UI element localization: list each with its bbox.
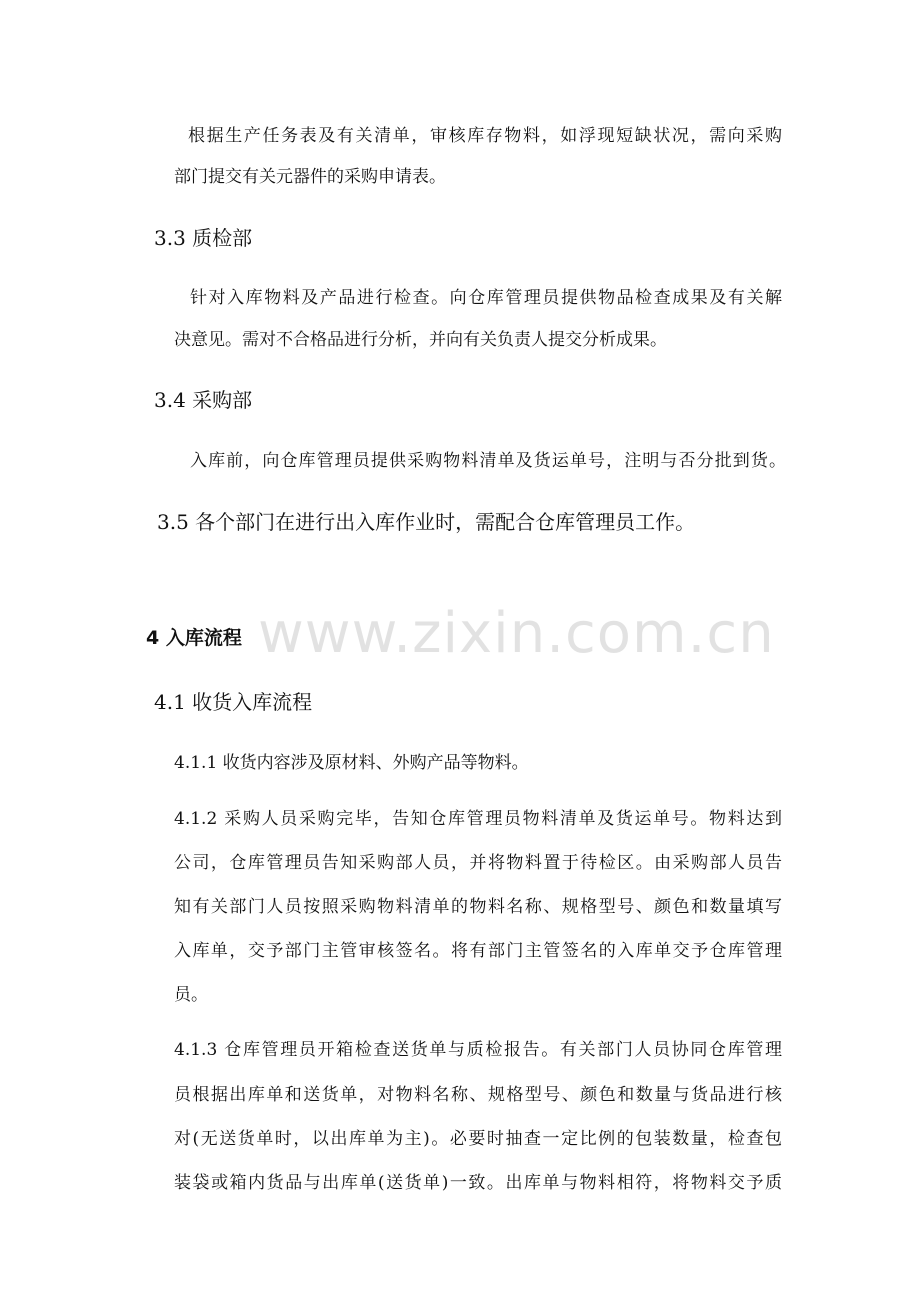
paragraph-3-3-line-2: 决意见。需对不合格品进行分析，并向有关负责人提交分析成果。 (174, 330, 667, 350)
heading-3-3: 3.3 质检部 (154, 226, 253, 250)
paragraph-3-5: 3.5 各个部门在进行出入库作业时，需配合仓库管理员工作。 (157, 510, 696, 534)
paragraph-4-1-3-line-3: 对(无送货单时，以出库单为主)。必要时抽查一定比例的包装数量，检查包 (174, 1129, 782, 1149)
paragraph-4-1-1: 4.1.1 收货内容涉及原材料、外购产品等物料。 (174, 753, 529, 773)
watermark-text: www.zixin.com.cn (258, 601, 775, 666)
paragraph-4-1-2-line-5: 员。 (174, 985, 208, 1005)
heading-3-4: 3.4 采购部 (154, 388, 253, 412)
paragraph-4-1-3-line-2: 员根据出库单和送货单，对物料名称、规格型号、颜色和数量与货品进行核 (174, 1085, 782, 1105)
paragraph-4-1-2-line-4: 入库单，交予部门主管审核签名。将有部门主管签名的入库单交予仓库管理 (174, 941, 782, 961)
paragraph-4-1-2-line-1: 4.1.2 采购人员采购完毕，告知仓库管理员物料清单及货运单号。物料达到 (174, 809, 782, 829)
paragraph-3-3-line-1: 针对入库物料及产品进行检查。向仓库管理员提供物品检查成果及有关解 (190, 288, 782, 308)
heading-4: 4 入库流程 (146, 627, 242, 649)
heading-4-1: 4.1 收货入库流程 (154, 690, 313, 714)
paragraph-4-1-2-line-2: 公司，仓库管理员告知采购部人员，并将物料置于待检区。由采购部人员告 (174, 853, 782, 873)
paragraph-3-2-line-1: 根据生产任务表及有关清单，审核库存物料，如浮现短缺状况，需向采购 (188, 126, 782, 146)
paragraph-3-4-line-1: 入库前，向仓库管理员提供采购物料清单及货运单号，注明与否分批到货。 (190, 451, 786, 471)
paragraph-4-1-3-line-1: 4.1.3 仓库管理员开箱检查送货单与质检报告。有关部门人员协同仓库管理 (174, 1040, 782, 1060)
paragraph-4-1-2-line-3: 知有关部门人员按照采购物料清单的物料名称、规格型号、颜色和数量填写 (174, 897, 782, 917)
paragraph-4-1-3-line-4: 装袋或箱内货品与出库单(送货单)一致。出库单与物料相符，将物料交予质 (174, 1173, 782, 1193)
paragraph-3-2-line-2: 部门提交有关元器件的采购申请表。 (174, 167, 446, 187)
